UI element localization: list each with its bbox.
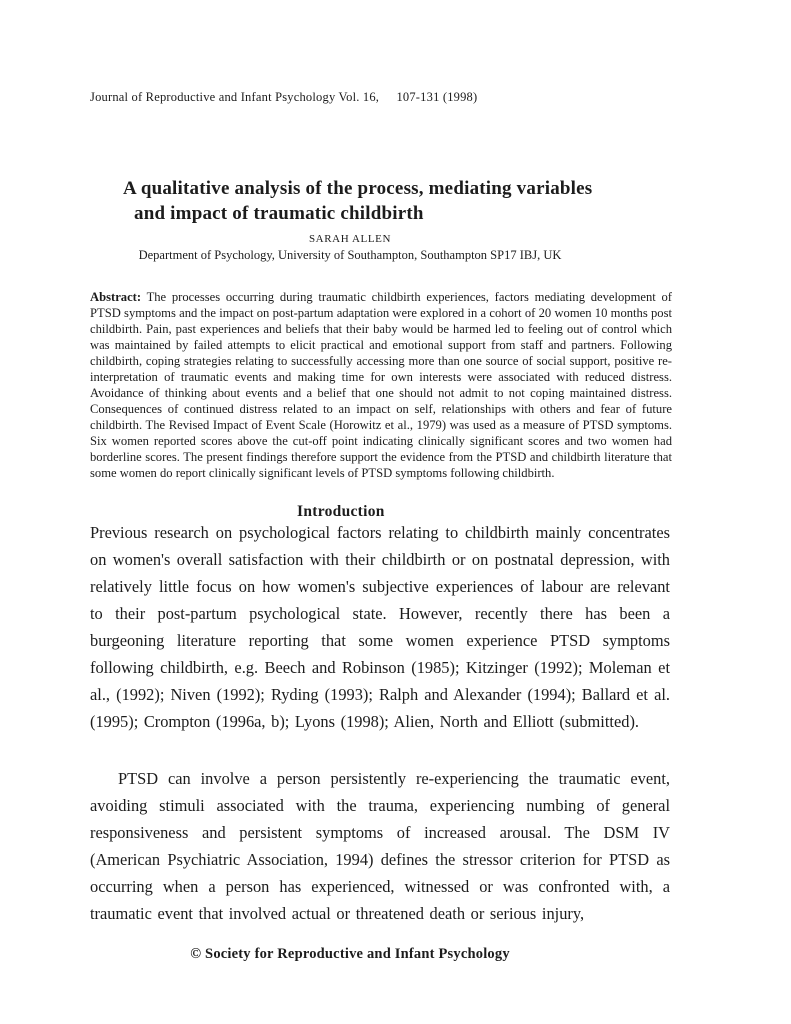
paper-title-line-1: A qualitative analysis of the process, mediating variables xyxy=(123,178,593,199)
abstract-label: Abstract: xyxy=(90,290,142,304)
section-heading-introduction: Introduction xyxy=(297,503,385,520)
paper-title xyxy=(123,176,592,226)
introduction-paragraph-1: Previous research on psychological factors relating to childbirth mainly concentrates on women's overall satisfaction with their childbirth or on postnatal depression, with relatively little focus on how women's subjective experiences of labour are relevant to their post-partum psychological state. However, recently there has been a burgeoning literature reporting that some women experience PTSD symptoms following childbirth, e.g. Beech and Robinson (1985); Kitzinger (1992); Moleman et al., (1992); Niven (1992); Ryding (1993); Ralph and Alexander (1994); Ballard et al. (1995); Crompton (1996a, b); Lyons (1998); Alien, North and Elliott (submitted). xyxy=(90,523,670,731)
abstract xyxy=(90,289,672,481)
journal-header xyxy=(90,90,477,105)
paper-title-line-2: and impact of traumatic childbirth xyxy=(134,203,424,224)
author-block xyxy=(0,233,700,263)
journal-pages-year: 107-131 (1998) xyxy=(396,90,478,104)
abstract-text: The processes occurring during traumatic childbirth experiences, factors mediating development of PTSD symptoms and the impact on post-partum adaptation were explored in a cohort of 20 women 10 months post childbirth. Pain, past experiences and beliefs that their baby would be harmed led to feeling out of control which was maintained by failed attempts to elicit practical and emotional support from staff and partners. Following childbirth, coping strategies relating to successfully accessing more than one source of social support, positive re-interpretation of traumatic events and making time for own interests were associated with reduced distress. Avoidance of thinking about events and a belief that one should not admit to not coping maintained distress. Consequences of continued distress related to an impact on self, relationships with others and fear of future childbirth. The Revised Impact of Event Scale (Horowitz et al., 1979) was used as a measure of PTSD symptoms. Six women reported scores above the cut-off point indicating clinically significant scores and two women had borderline scores. The present findings therefore support the evidence from the PTSD and childbirth literature that some women do report clinically significant levels of PTSD symptoms following childbirth. xyxy=(90,290,672,480)
author-name: SARAH ALLEN xyxy=(308,233,392,245)
page-footer-copyright: © Society for Reproductive and Infant Psychology xyxy=(190,946,510,962)
introduction-paragraph-2: PTSD can involve a person persistently re-experiencing the traumatic event, avoiding stimuli associated with the trauma, experiencing numbing of general responsiveness and persistent symptoms of increased arousal. The DSM IV (American Psychiatric Association, 1994) defines the stressor criterion for PTSD as occurring when a person has experienced, witnessed or was confronted with, a traumatic event that involved actual or threatened death or serious injury, xyxy=(90,769,670,923)
journal-name-volume: Journal of Reproductive and Infant Psychology Vol. 16, xyxy=(90,90,380,104)
author-affiliation: Department of Psychology, University of Southampton, Southampton SP17 IBJ, UK xyxy=(138,248,562,262)
